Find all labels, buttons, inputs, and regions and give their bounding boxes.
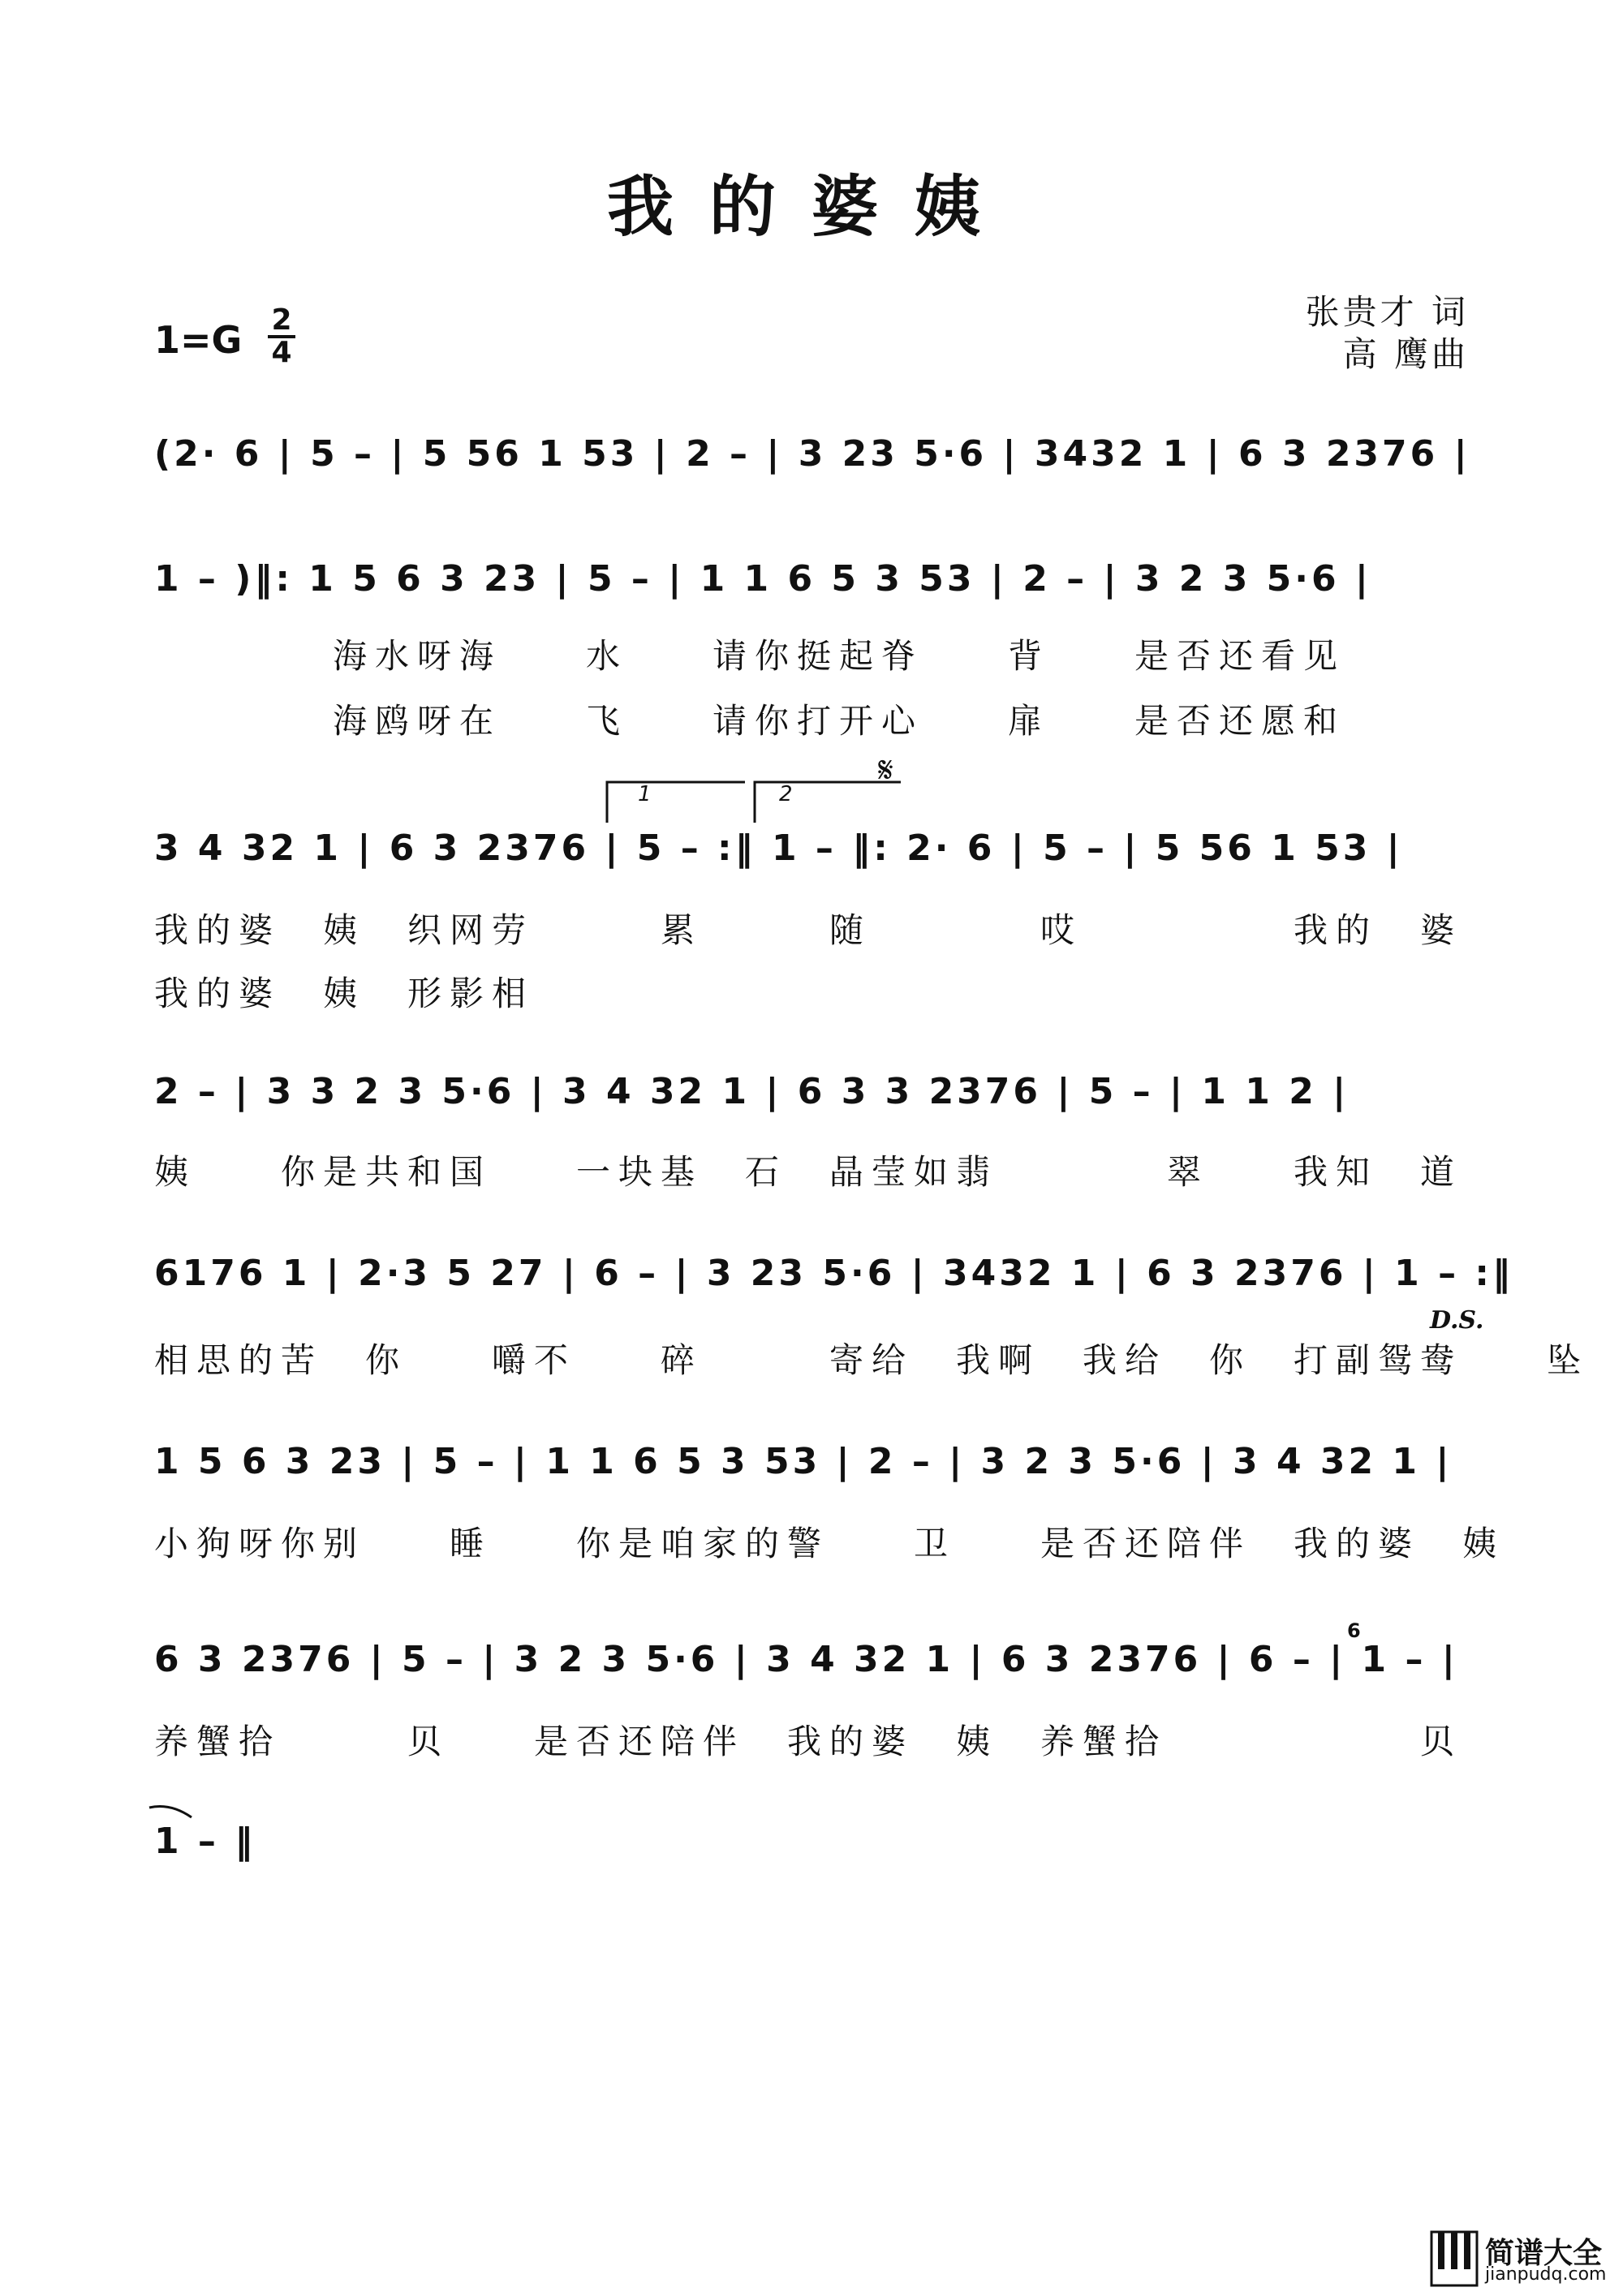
piano-keys-icon	[1430, 2230, 1479, 2287]
lyricist-credit: 张贵才 词	[1305, 292, 1469, 332]
watermark-url: jianpudq.com	[1485, 2264, 1607, 2285]
key-signature: 1=G	[154, 318, 243, 362]
ds-marking: D.S.	[1430, 1306, 1484, 1335]
lyric-verse-1: 我的婆 姨 织网劳 累 随 哎 我的 婆	[154, 910, 1463, 950]
lyric-verse-1: 养蟹拾 贝 是否还陪伴 我的婆 姨 养蟹拾 贝	[154, 1722, 1463, 1761]
notation-line: 3 4 32 1 | 6 3 2376 | 5 – :‖ 1 – ‖: 2· 6 | 5 – | 5 56 1 53 |	[154, 828, 1403, 869]
page-title: 我的婆姨	[606, 168, 1016, 246]
notation-line: 1 – )‖: 1 5 6 3 23 | 5 – | 1 1 6 5 3 53 | 2 – | 3 2 3 5·6 |	[154, 558, 1371, 600]
composer-credit: 高 鹰曲	[1342, 334, 1469, 374]
notation-line: 6 3 2376 | 5 – | 3 2 3 5·6 | 3 4 32 1 | 6 3 2376 | 6 – | 1 – |	[154, 1639, 1458, 1680]
volta-1-label: 1	[638, 782, 652, 806]
time-signature-bottom: 4	[271, 336, 292, 369]
lyric-verse-1: 姨 你是共和国 一块基 石 晶莹如翡 翠 我知 道	[154, 1152, 1463, 1192]
lyric-verse-1: 海水呀海 水 请你挺起脊 背 是否还看见	[333, 636, 1346, 676]
time-signature-top: 2	[271, 303, 292, 337]
segno-sign: 𝄋	[878, 750, 893, 791]
notation-line: 2 – | 3 3 2 3 5·6 | 3 4 32 1 | 6 3 3 2376 | 5 – | 1 1 2 |	[154, 1071, 1350, 1112]
notation-line: (2· 6 | 5 – | 5 56 1 53 | 2 – | 3 23 5·6 | 3432 1 | 6 3 2376 |	[154, 433, 1470, 475]
lyric-verse-2: 我的婆 姨 形影相	[154, 974, 535, 1013]
lyric-verse-2: 海鸥呀在 飞 请你打开心 扉 是否还愿和	[333, 701, 1346, 741]
grace-note: 6	[1347, 1619, 1361, 1642]
time-signature	[268, 303, 295, 369]
notation-line: 1 – ‖	[154, 1821, 256, 1862]
notation-line: 6176 1 | 2·3 5 27 | 6 – | 3 23 5·6 | 3432 1 | 6 3 2376 | 1 – :‖	[154, 1253, 1513, 1294]
lyric-verse-1: 小狗呀你别 睡 你是咱家的警 卫 是否还陪伴 我的婆 姨	[154, 1524, 1505, 1563]
watermark-logo	[1430, 2227, 1617, 2290]
volta-2-label: 2	[779, 782, 793, 806]
notation-line: 1 5 6 3 23 | 5 – | 1 1 6 5 3 53 | 2 – | 3 2 3 5·6 | 3 4 32 1 |	[154, 1441, 1453, 1482]
lyric-verse-1: 相思的苦 你 嚼不 碎 寄给 我啊 我给 你 打副鸳鸯 坠	[154, 1340, 1590, 1380]
watermark-name: 简谱大全	[1485, 2237, 1603, 2270]
